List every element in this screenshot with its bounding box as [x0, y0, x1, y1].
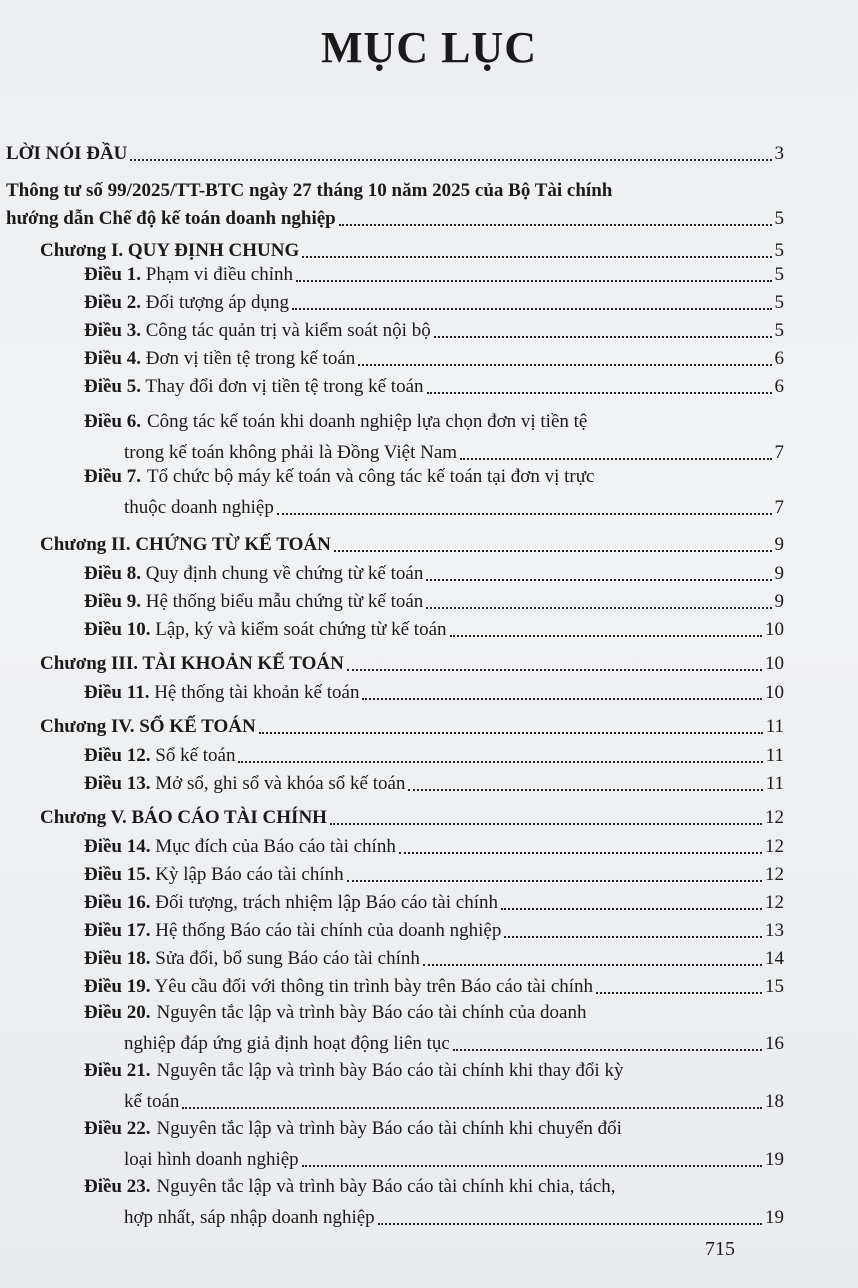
article-number: Điều 15.	[84, 864, 151, 885]
toc-article-22-page: 19	[765, 1149, 784, 1170]
toc-article-11-text	[84, 682, 359, 704]
article-title: Đối tượng áp dụng	[145, 292, 290, 313]
toc-chapter-2-page: 9	[774, 534, 784, 555]
dot-leader	[434, 336, 772, 338]
page-title: MỤC LỤC	[321, 23, 537, 72]
article-title: Công tác quản trị và kiểm soát nội bộ	[145, 320, 431, 341]
toc-article-4-page: 6	[774, 348, 784, 369]
article-title: Thay đổi đơn vị tiền tệ trong kế toán	[145, 376, 424, 397]
article-number: Điều 8.	[84, 563, 141, 584]
toc-chapter-3-text	[40, 653, 344, 675]
article-number: Điều 17.	[84, 920, 151, 941]
toc-article-8[interactable]	[84, 561, 784, 585]
article-title: Hệ thống biểu mẫu chứng từ kế toán	[145, 591, 424, 612]
toc-article-13-text	[84, 773, 405, 795]
toc-article-10[interactable]	[84, 617, 784, 641]
chapter-label: Chương IV. SỔ KẾ TOÁN	[40, 716, 256, 737]
dot-leader	[596, 992, 762, 994]
toc-article-23[interactable]	[124, 1205, 784, 1229]
toc-article-4-text	[84, 348, 355, 370]
toc-article-14[interactable]	[84, 834, 784, 858]
article-title: Đối tượng, trách nhiệm lập Báo cáo tài chính	[155, 892, 498, 913]
dot-leader	[302, 256, 771, 258]
toc-preface-page: 3	[774, 143, 784, 164]
toc-article-7[interactable]	[124, 495, 784, 519]
dot-leader	[347, 669, 762, 671]
toc-chapter-5-page: 12	[765, 807, 784, 828]
toc-chapter-4[interactable]	[40, 714, 784, 738]
dot-leader	[339, 224, 772, 226]
toc-article-14-page: 12	[765, 836, 784, 857]
toc-article-16-page: 12	[765, 892, 784, 913]
toc-article-23-text	[124, 1207, 375, 1229]
toc-chapter-5-text	[40, 807, 327, 829]
dot-leader	[358, 364, 771, 366]
dot-leader	[450, 635, 762, 637]
article-number: Điều 3.	[84, 320, 141, 341]
toc-article-13-page: 11	[765, 773, 784, 794]
toc-article-5[interactable]	[84, 374, 784, 398]
dot-leader	[453, 1049, 762, 1051]
toc-article-6-line1	[84, 411, 587, 433]
toc-preface[interactable]	[6, 141, 784, 165]
toc-article-10-page: 10	[765, 619, 784, 640]
dot-leader	[347, 880, 762, 882]
article-number: Điều 23.	[84, 1176, 151, 1197]
chapter-label: Chương II. CHỨNG TỪ KẾ TOÁN	[40, 534, 331, 555]
article-title: Nguyên tắc lập và trình bày Báo cáo tài chính khi thay đổi kỳ	[156, 1060, 624, 1081]
toc-article-3-page: 5	[774, 320, 784, 341]
article-number: Điều 13.	[84, 773, 151, 794]
article-title: Hệ thống tài khoản kế toán	[154, 682, 360, 703]
dot-leader	[259, 732, 763, 734]
article-title: Quy định chung về chứng từ kế toán	[145, 563, 424, 584]
toc-article-22-text	[124, 1149, 299, 1171]
toc-article-12-page: 11	[765, 745, 784, 766]
toc-article-7-text	[124, 497, 274, 519]
toc-article-21[interactable]	[124, 1089, 784, 1113]
dot-leader	[460, 458, 771, 460]
dot-leader	[426, 579, 771, 581]
toc-article-6-page: 7	[774, 442, 784, 463]
circular-title-line2: hướng dẫn Chế độ kế toán doanh nghiệp	[6, 208, 336, 229]
dot-leader	[423, 964, 762, 966]
toc-chapter-4-page: 11	[765, 716, 784, 737]
toc-article-2[interactable]	[84, 290, 784, 314]
article-title-cont: thuộc doanh nghiệp	[124, 497, 274, 518]
article-title: Sổ kế toán	[155, 745, 236, 766]
article-title: Lập, ký và kiểm soát chứng từ kế toán	[155, 619, 447, 640]
dot-leader	[408, 789, 762, 791]
toc-article-11[interactable]	[84, 680, 784, 704]
dot-leader	[362, 698, 762, 700]
dot-leader	[302, 1165, 762, 1167]
page-number: 715	[705, 1238, 735, 1260]
dot-leader	[426, 607, 771, 609]
article-number: Điều 7.	[84, 466, 141, 487]
toc-article-18-text	[84, 948, 420, 970]
toc-chapter-1-text	[40, 240, 299, 262]
article-number: Điều 9.	[84, 591, 141, 612]
toc-article-20-page: 16	[765, 1033, 784, 1054]
toc-article-21-text	[124, 1091, 179, 1113]
toc-chapter-4-text	[40, 716, 256, 738]
article-title: Mở sổ, ghi sổ và khóa sổ kế toán	[155, 773, 406, 794]
article-number: Điều 12.	[84, 745, 151, 766]
dot-leader	[334, 550, 772, 552]
toc-article-12[interactable]	[84, 743, 784, 767]
article-title: Hệ thống Báo cáo tài chính của doanh nghiệp	[155, 920, 502, 941]
article-title: Phạm vi điều chỉnh	[145, 264, 293, 285]
toc-article-18[interactable]	[84, 946, 784, 970]
article-number: Điều 11.	[84, 682, 150, 703]
toc-article-8-text	[84, 563, 423, 585]
article-number: Điều 14.	[84, 836, 151, 857]
article-title-cont: nghiệp đáp ứng giả định hoạt động liên tục	[124, 1033, 450, 1054]
toc-circular-line1	[6, 180, 612, 202]
toc-article-5-page: 6	[774, 376, 784, 397]
toc-article-7-line1	[84, 466, 594, 488]
article-number: Điều 21.	[84, 1060, 151, 1081]
toc-chapter-2[interactable]	[40, 532, 784, 556]
chapter-label: Chương III. TÀI KHOẢN KẾ TOÁN	[40, 653, 344, 674]
toc-article-14-text	[84, 836, 396, 858]
article-number: Điều 20.	[84, 1002, 151, 1023]
toc-article-3[interactable]	[84, 318, 784, 342]
toc-article-17[interactable]	[84, 918, 784, 942]
dot-leader	[504, 936, 762, 938]
toc-circular-text	[6, 208, 336, 230]
dot-leader	[427, 392, 772, 394]
toc-article-16[interactable]	[84, 890, 784, 914]
article-title: Yêu cầu đối với thông tin trình bày trên Báo cáo tài chính	[154, 976, 594, 997]
toc-chapter-1-page: 5	[774, 240, 784, 261]
toc-article-19[interactable]	[84, 974, 784, 998]
toc-article-19-text	[84, 976, 593, 998]
article-title: Sửa đổi, bổ sung Báo cáo tài chính	[155, 948, 420, 969]
article-title-cont: loại hình doanh nghiệp	[124, 1149, 299, 1170]
article-title: Nguyên tắc lập và trình bày Báo cáo tài chính khi chia, tách,	[156, 1176, 616, 1197]
toc-article-19-page: 15	[765, 976, 784, 997]
article-title: Công tác kế toán khi doanh nghiệp lựa chọn đơn vị tiền tệ	[147, 411, 588, 432]
article-title: Tổ chức bộ máy kế toán và công tác kế toán tại đơn vị trực	[147, 466, 595, 487]
toc-circular-page: 5	[774, 208, 784, 229]
toc-article-18-page: 14	[765, 948, 784, 969]
article-number: Điều 18.	[84, 948, 151, 969]
article-number: Điều 22.	[84, 1118, 151, 1139]
article-title-cont: kế toán	[124, 1091, 180, 1112]
article-title: Mục đích của Báo cáo tài chính	[155, 836, 396, 857]
preface-label: LỜI NÓI ĐẦU	[6, 143, 128, 164]
toc-article-1-page: 5	[774, 264, 784, 285]
toc-article-9-page: 9	[774, 591, 784, 612]
toc-article-2-text	[84, 292, 289, 314]
article-title: Nguyên tắc lập và trình bày Báo cáo tài chính của doanh	[156, 1002, 587, 1023]
toc-article-1[interactable]	[84, 262, 784, 286]
circular-title-line1: Thông tư số 99/2025/TT-BTC ngày 27 tháng 10 năm 2025 của Bộ Tài chính	[6, 180, 613, 201]
toc-article-23-line1	[84, 1176, 616, 1198]
toc-article-2-page: 5	[774, 292, 784, 313]
article-number: Điều 2.	[84, 292, 141, 313]
chapter-label: Chương V. BÁO CÁO TÀI CHÍNH	[40, 807, 327, 828]
toc-article-10-text	[84, 619, 447, 641]
toc-article-17-page: 13	[765, 920, 784, 941]
toc-preface-text	[6, 143, 127, 165]
toc-article-11-page: 10	[765, 682, 784, 703]
toc-chapter-2-text	[40, 534, 331, 556]
article-number: Điều 1.	[84, 264, 141, 285]
dot-leader	[501, 908, 762, 910]
dot-leader	[277, 513, 772, 515]
chapter-label: Chương I. QUY ĐỊNH CHUNG	[40, 240, 300, 261]
dot-leader	[296, 280, 772, 282]
toc-article-7-page: 7	[774, 497, 784, 518]
article-title-cont: trong kế toán không phải là Đồng Việt Nam	[124, 442, 458, 463]
article-title: Đơn vị tiền tệ trong kế toán	[145, 348, 356, 369]
toc-article-16-text	[84, 892, 498, 914]
toc-article-6[interactable]	[124, 440, 784, 464]
toc-article-15-text	[84, 864, 344, 886]
dot-leader	[130, 159, 771, 161]
article-number: Điều 16.	[84, 892, 151, 913]
toc-article-20-text	[124, 1033, 450, 1055]
toc-article-21-line1	[84, 1060, 623, 1082]
article-title: Kỳ lập Báo cáo tài chính	[155, 864, 344, 885]
toc-article-3-text	[84, 320, 431, 342]
article-number: Điều 6.	[84, 411, 141, 432]
toc-article-6-text	[124, 442, 457, 464]
toc-article-21-page: 18	[765, 1091, 784, 1112]
article-number: Điều 5.	[84, 376, 141, 397]
dot-leader	[182, 1107, 762, 1109]
article-number: Điều 19.	[84, 976, 151, 997]
toc-article-17-text	[84, 920, 501, 942]
dot-leader	[399, 852, 762, 854]
toc-chapter-5[interactable]	[40, 805, 784, 829]
toc-chapter-3[interactable]	[40, 651, 784, 675]
toc-article-5-text	[84, 376, 424, 398]
toc-article-15-page: 12	[765, 864, 784, 885]
toc-article-20-line1	[84, 1002, 587, 1024]
dot-leader	[378, 1223, 762, 1225]
toc-article-23-page: 19	[765, 1207, 784, 1228]
article-number: Điều 4.	[84, 348, 141, 369]
article-number: Điều 10.	[84, 619, 151, 640]
toc-article-22-line1	[84, 1118, 622, 1140]
toc-article-13[interactable]	[84, 771, 784, 795]
toc-article-12-text	[84, 745, 235, 767]
toc-article-9[interactable]	[84, 589, 784, 613]
toc-article-20[interactable]	[124, 1031, 784, 1055]
toc-chapter-3-page: 10	[765, 653, 784, 674]
article-title: Nguyên tắc lập và trình bày Báo cáo tài chính khi chuyển đổi	[156, 1118, 622, 1139]
toc-article-22[interactable]	[124, 1147, 784, 1171]
toc-article-1-text	[84, 264, 293, 286]
toc-circular[interactable]	[6, 206, 784, 230]
toc-chapter-1[interactable]	[40, 238, 784, 262]
dot-leader	[330, 823, 762, 825]
toc-article-4[interactable]	[84, 346, 784, 370]
toc-article-8-page: 9	[774, 563, 784, 584]
dot-leader	[238, 761, 762, 763]
toc-article-15[interactable]	[84, 862, 784, 886]
article-title-cont: hợp nhất, sáp nhập doanh nghiệp	[124, 1207, 375, 1228]
dot-leader	[292, 308, 771, 310]
toc-article-9-text	[84, 591, 423, 613]
